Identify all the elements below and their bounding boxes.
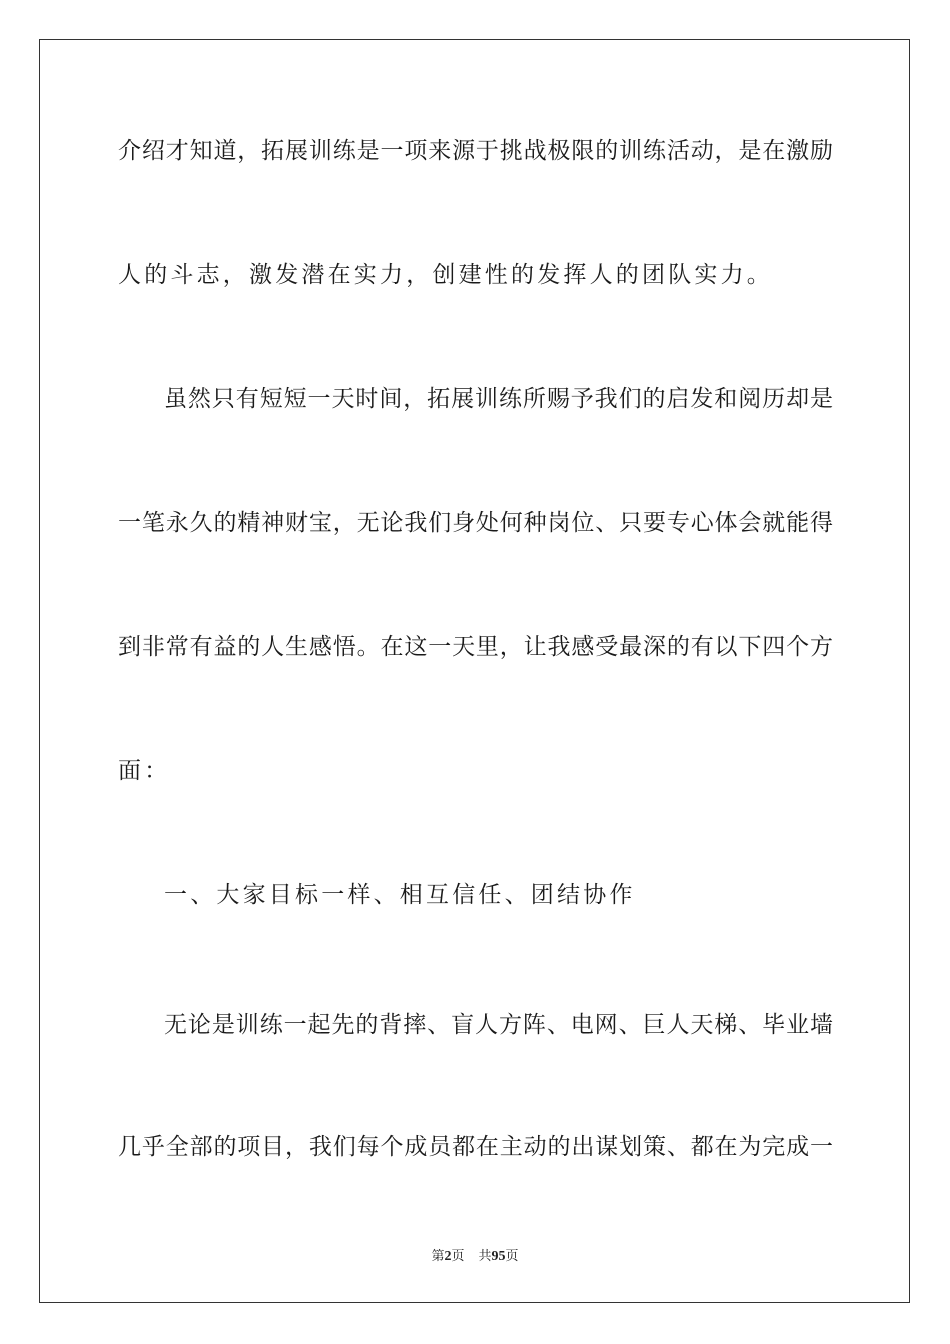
paragraph-line-8: 无论是训练一起先的背摔、盲人方阵、电网、巨人天梯、毕业墙 [164,1012,833,1038]
paragraph-line-2: 人的斗志，激发潜在实力，创建性的发挥人的团队实力。 [118,262,773,288]
paragraph-line-4: 一笔永久的精神财宝，无论我们身处何种岗位、只要专心体会就能得 [118,510,833,536]
paragraph-line-1: 介绍才知道，拓展训练是一项来源于挑战极限的训练活动，是在激励 [118,138,833,164]
paragraph-line-5: 到非常有益的人生感悟。在这一天里，让我感受最深的有以下四个方 [118,634,833,660]
paragraph-line-9: 几乎全部的项目，我们每个成员都在主动的出谋划策、都在为完成一 [118,1134,833,1160]
page-footer [0,1248,950,1266]
section-heading: 一、大家目标一样、相互信任、团结协作 [164,882,636,908]
footer-page-unit: 页 [451,1249,465,1264]
footer-total-prefix: 共 [478,1249,492,1264]
page-border [39,39,910,1303]
paragraph-line-3: 虽然只有短短一天时间，拓展训练所赐予我们的启发和阅历却是 [164,386,833,412]
footer-total-unit: 页 [505,1249,519,1264]
footer-current-page: 2 [444,1249,452,1264]
footer-total-pages: 95 [491,1249,506,1264]
footer-page-prefix: 第 [431,1249,445,1264]
paragraph-line-6: 面： [118,758,171,784]
